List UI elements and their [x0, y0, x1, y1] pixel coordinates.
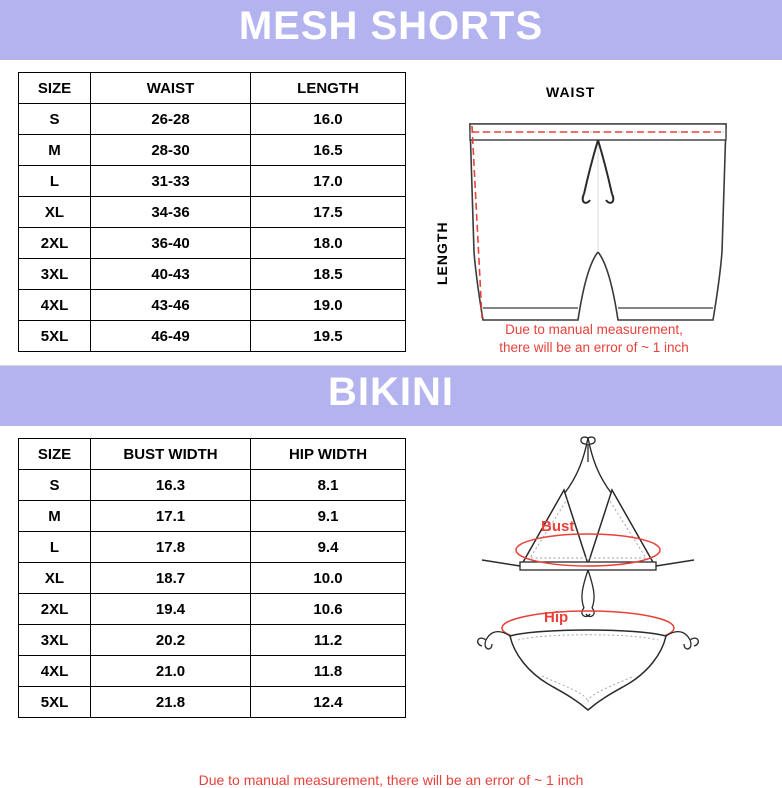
- cell-size: S: [19, 104, 91, 135]
- cell-size: M: [19, 501, 91, 532]
- mesh-shorts-note: [406, 321, 782, 357]
- cell-size: 5XL: [19, 687, 91, 718]
- cell-length: 18.5: [251, 259, 406, 290]
- figure-label-bust: Bust: [541, 518, 575, 535]
- table-row: [19, 197, 406, 228]
- cell-waist: 26-28: [91, 104, 251, 135]
- cell-length: 19.0: [251, 290, 406, 321]
- cell-hip: 8.1: [251, 470, 406, 501]
- cell-length: 16.5: [251, 135, 406, 166]
- table-row: [19, 501, 406, 532]
- table-header-row: [19, 73, 406, 104]
- cell-size: L: [19, 166, 91, 197]
- table-row: [19, 228, 406, 259]
- section-mesh-shorts: [0, 60, 782, 365]
- cell-length: 16.0: [251, 104, 406, 135]
- cell-size: XL: [19, 197, 91, 228]
- table-row: [19, 135, 406, 166]
- cell-hip: 11.8: [251, 656, 406, 687]
- cell-bust: 18.7: [91, 563, 251, 594]
- cell-bust: 21.8: [91, 687, 251, 718]
- table-row: [19, 563, 406, 594]
- cell-bust: 17.8: [91, 532, 251, 563]
- cell-length: 17.5: [251, 197, 406, 228]
- cell-waist: 40-43: [91, 259, 251, 290]
- cell-size: 3XL: [19, 625, 91, 656]
- section-title-bikini: BIKINI: [0, 366, 782, 426]
- mesh-shorts-table-wrap: [0, 60, 406, 352]
- cell-bust: 21.0: [91, 656, 251, 687]
- table-row: [19, 166, 406, 197]
- column-header-waist: WAIST: [91, 73, 251, 104]
- table-row: [19, 321, 406, 352]
- cell-hip: 9.1: [251, 501, 406, 532]
- table-row: [19, 625, 406, 656]
- mesh-shorts-note-line2: there will be an error of ~ 1 inch: [499, 339, 689, 355]
- column-header-size: SIZE: [19, 439, 91, 470]
- table-row: [19, 532, 406, 563]
- cell-hip: 10.0: [251, 563, 406, 594]
- cell-waist: 31-33: [91, 166, 251, 197]
- cell-size: 3XL: [19, 259, 91, 290]
- cell-size: 2XL: [19, 228, 91, 259]
- cell-size: XL: [19, 563, 91, 594]
- section-bikini: [0, 426, 782, 766]
- table-row: [19, 259, 406, 290]
- cell-hip: 11.2: [251, 625, 406, 656]
- table-row: [19, 470, 406, 501]
- cell-bust: 16.3: [91, 470, 251, 501]
- cell-hip: 12.4: [251, 687, 406, 718]
- cell-waist: 28-30: [91, 135, 251, 166]
- cell-bust: 20.2: [91, 625, 251, 656]
- cell-hip: 10.6: [251, 594, 406, 625]
- column-header-length: LENGTH: [251, 73, 406, 104]
- table-header-row: [19, 439, 406, 470]
- mesh-shorts-figure-wrap: [406, 60, 782, 365]
- cell-waist: 46-49: [91, 321, 251, 352]
- column-header-hip-width: HIP WIDTH: [251, 439, 406, 470]
- bikini-table-wrap: [0, 426, 406, 718]
- bikini-illustration: [438, 432, 738, 732]
- table-row: [19, 290, 406, 321]
- cell-waist: 36-40: [91, 228, 251, 259]
- cell-size: 4XL: [19, 656, 91, 687]
- cell-bust: 19.4: [91, 594, 251, 625]
- cell-length: 19.5: [251, 321, 406, 352]
- column-header-size: SIZE: [19, 73, 91, 104]
- cell-size: S: [19, 470, 91, 501]
- figure-label-length: LENGTH: [434, 221, 450, 285]
- table-row: [19, 656, 406, 687]
- figure-label-hip: Hip: [544, 609, 569, 626]
- figure-label-waist: WAIST: [546, 84, 596, 100]
- bikini-size-table: [18, 438, 406, 718]
- cell-length: 18.0: [251, 228, 406, 259]
- cell-size: 4XL: [19, 290, 91, 321]
- mesh-shorts-note-line1: Due to manual measurement,: [505, 321, 683, 337]
- cell-hip: 9.4: [251, 532, 406, 563]
- cell-size: 5XL: [19, 321, 91, 352]
- cell-length: 17.0: [251, 166, 406, 197]
- cell-size: M: [19, 135, 91, 166]
- cell-waist: 43-46: [91, 290, 251, 321]
- section-title-mesh-shorts: MESH SHORTS: [0, 0, 782, 60]
- table-row: [19, 594, 406, 625]
- mesh-shorts-illustration: [448, 102, 748, 342]
- cell-waist: 34-36: [91, 197, 251, 228]
- table-row: [19, 104, 406, 135]
- bikini-figure-wrap: [406, 426, 782, 726]
- footer-note: Due to manual measurement, there will be an error of ~ 1 inch: [198, 772, 584, 788]
- cell-size: L: [19, 532, 91, 563]
- cell-bust: 17.1: [91, 501, 251, 532]
- cell-size: 2XL: [19, 594, 91, 625]
- column-header-bust-width: BUST WIDTH: [91, 439, 251, 470]
- mesh-shorts-size-table: [18, 72, 406, 352]
- table-row: [19, 687, 406, 718]
